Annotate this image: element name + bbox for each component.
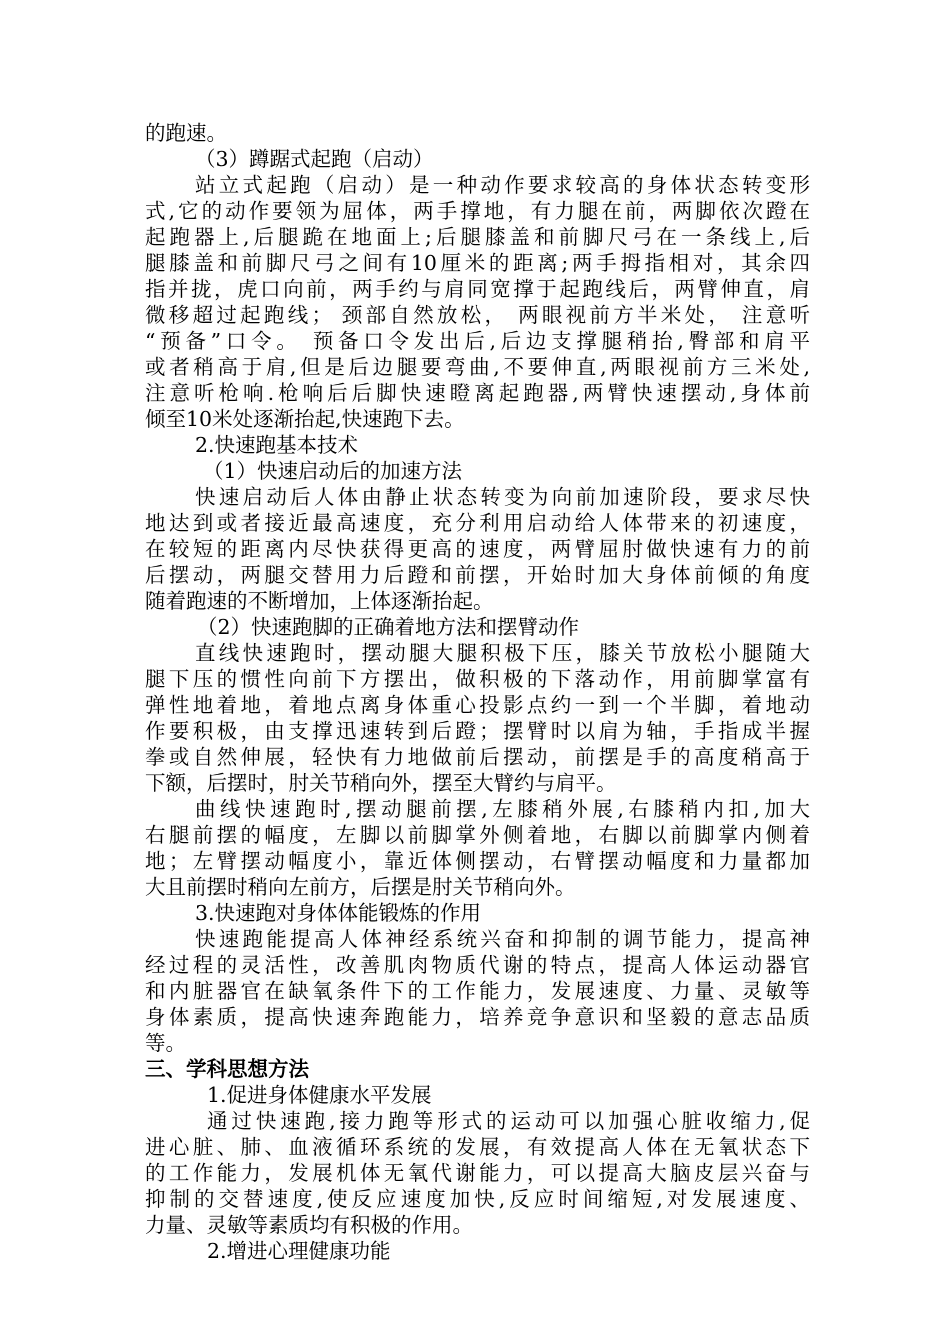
text-line: 起跑器上,后腿跪在地面上;后腿膝盖和前脚尺弓在一条线上,后: [145, 225, 810, 249]
text-line: 经过程的灵活性，改善肌肉物质代谢的特点，提高人体运动器官: [145, 953, 810, 977]
text-line: 随着跑速的不断增加，上体逐渐抬起。: [145, 589, 494, 613]
text-line: （1）快速启动后的加速方法: [203, 459, 463, 483]
text-line: 2.快速跑基本技术: [195, 433, 359, 457]
text-line: 大且前摆时稍向左前方，后摆是肘关节稍向外。: [145, 875, 576, 899]
text-line: 2.增进心理健康功能: [207, 1239, 391, 1263]
text-line: 作要积极，由支撑迅速转到后蹬；摆臂时以肩为轴，手指成半握: [145, 719, 810, 743]
text-line: 1.促进身体健康水平发展: [207, 1083, 432, 1107]
text-line: 腿下压的惯性向前下方摆出，做积极的下落动作，用前脚掌富有: [145, 667, 810, 691]
text-line: 抑制的交替速度,使反应速度加快,反应时间缩短,对发展速度、: [145, 1187, 810, 1211]
text-line: 地达到或者接近最高速度，充分利用启动给人体带来的初速度，: [145, 511, 810, 535]
text-line: 右腿前摆的幅度，左脚以前脚掌外侧着地，右脚以前脚掌内侧着: [145, 823, 810, 847]
text-line: 在较短的距离内尽快获得更高的速度，两臂屈肘做快速有力的前: [145, 537, 810, 561]
text-line: 或者稍高于肩,但是后边腿要弯曲,不要伸直,两眼视前方三米处,: [145, 355, 810, 379]
text-line: 微移超过起跑线； 颈部自然放松， 两眼视前方半米处， 注意听: [145, 303, 810, 327]
text-line: 进心脏、肺、血液循环系统的发展，有效提高人体在无氧状态下: [145, 1135, 810, 1159]
text-line: 倾至10米处逐渐抬起,快速跑下去。: [145, 407, 465, 431]
document-page: [145, 120, 810, 1264]
text-line: 地；左臂摆动幅度小，靠近体侧摆动，右臂摆动幅度和力量都加: [145, 849, 810, 873]
section-heading: 三、学科思想方法: [145, 1057, 309, 1081]
text-line: 下额，后摆时，肘关节稍向外，摆至大臂约与肩平。: [145, 771, 617, 795]
text-line: 曲线快速跑时,摆动腿前摆,左膝稍外展,右膝稍内扣,加大: [195, 797, 810, 821]
text-line: 腿膝盖和前脚尺弓之间有10厘米的距离;两手拇指相对，其余四: [145, 251, 810, 275]
text-line: 的跑速。: [145, 121, 227, 145]
text-line: （3）蹲踞式起跑（启动）: [195, 147, 434, 171]
text-line: 通过快速跑,接力跑等形式的运动可以加强心脏收缩力,促: [207, 1109, 810, 1133]
text-line: 注意听枪响.枪响后后脚快速瞪离起跑器,两臂快速摆动,身体前: [145, 381, 810, 405]
body-text: [145, 120, 810, 1264]
text-line: 站立式起跑（启动）是一种动作要求较高的身体状态转变形: [195, 173, 810, 197]
text-line: 的工作能力，发展机体无氧代谢能力，可以提高大脑皮层兴奋与: [145, 1161, 810, 1185]
text-line: 3.快速跑对身体体能锻炼的作用: [195, 901, 482, 925]
text-line: 等。: [145, 1031, 186, 1055]
text-line: 直线快速跑时，摆动腿大腿积极下压，膝关节放松小腿随大: [195, 641, 810, 665]
text-line: 力量、灵敏等素质均有积极的作用。: [145, 1213, 473, 1237]
text-line: 快速跑能提高人体神经系统兴奋和抑制的调节能力，提高神: [195, 927, 810, 951]
text-line: 拳或自然伸展，轻快有力地做前后摆动，前摆是手的高度稍高于: [145, 745, 810, 769]
text-line: 弹性地着地，着地点离身体重心投影点约一到一个半脚，着地动: [145, 693, 810, 717]
text-line: 和内脏器官在缺氧条件下的工作能力，发展速度、力量、灵敏等: [145, 979, 810, 1003]
text-line: 指并拢，虎口向前，两手约与肩同宽撑于起跑线后，两臂伸直，肩: [145, 277, 810, 301]
text-line: 快速启动后人体由静止状态转变为向前加速阶段，要求尽快: [195, 485, 810, 509]
text-line: （2）快速跑脚的正确着地方法和摆臂动作: [197, 615, 580, 639]
text-line: 后摆动，两腿交替用力后蹬和前摆，开始时加大身体前倾的角度: [145, 563, 810, 587]
text-line: “预备”口令。 预备口令发出后,后边支撑腿稍抬,臀部和肩平: [145, 329, 810, 353]
text-line: 身体素质，提高快速奔跑能力，培养竞争意识和坚毅的意志品质: [145, 1005, 810, 1029]
text-line: 式,它的动作要领为屈体，两手撑地，有力腿在前，两脚依次蹬在: [145, 199, 810, 223]
